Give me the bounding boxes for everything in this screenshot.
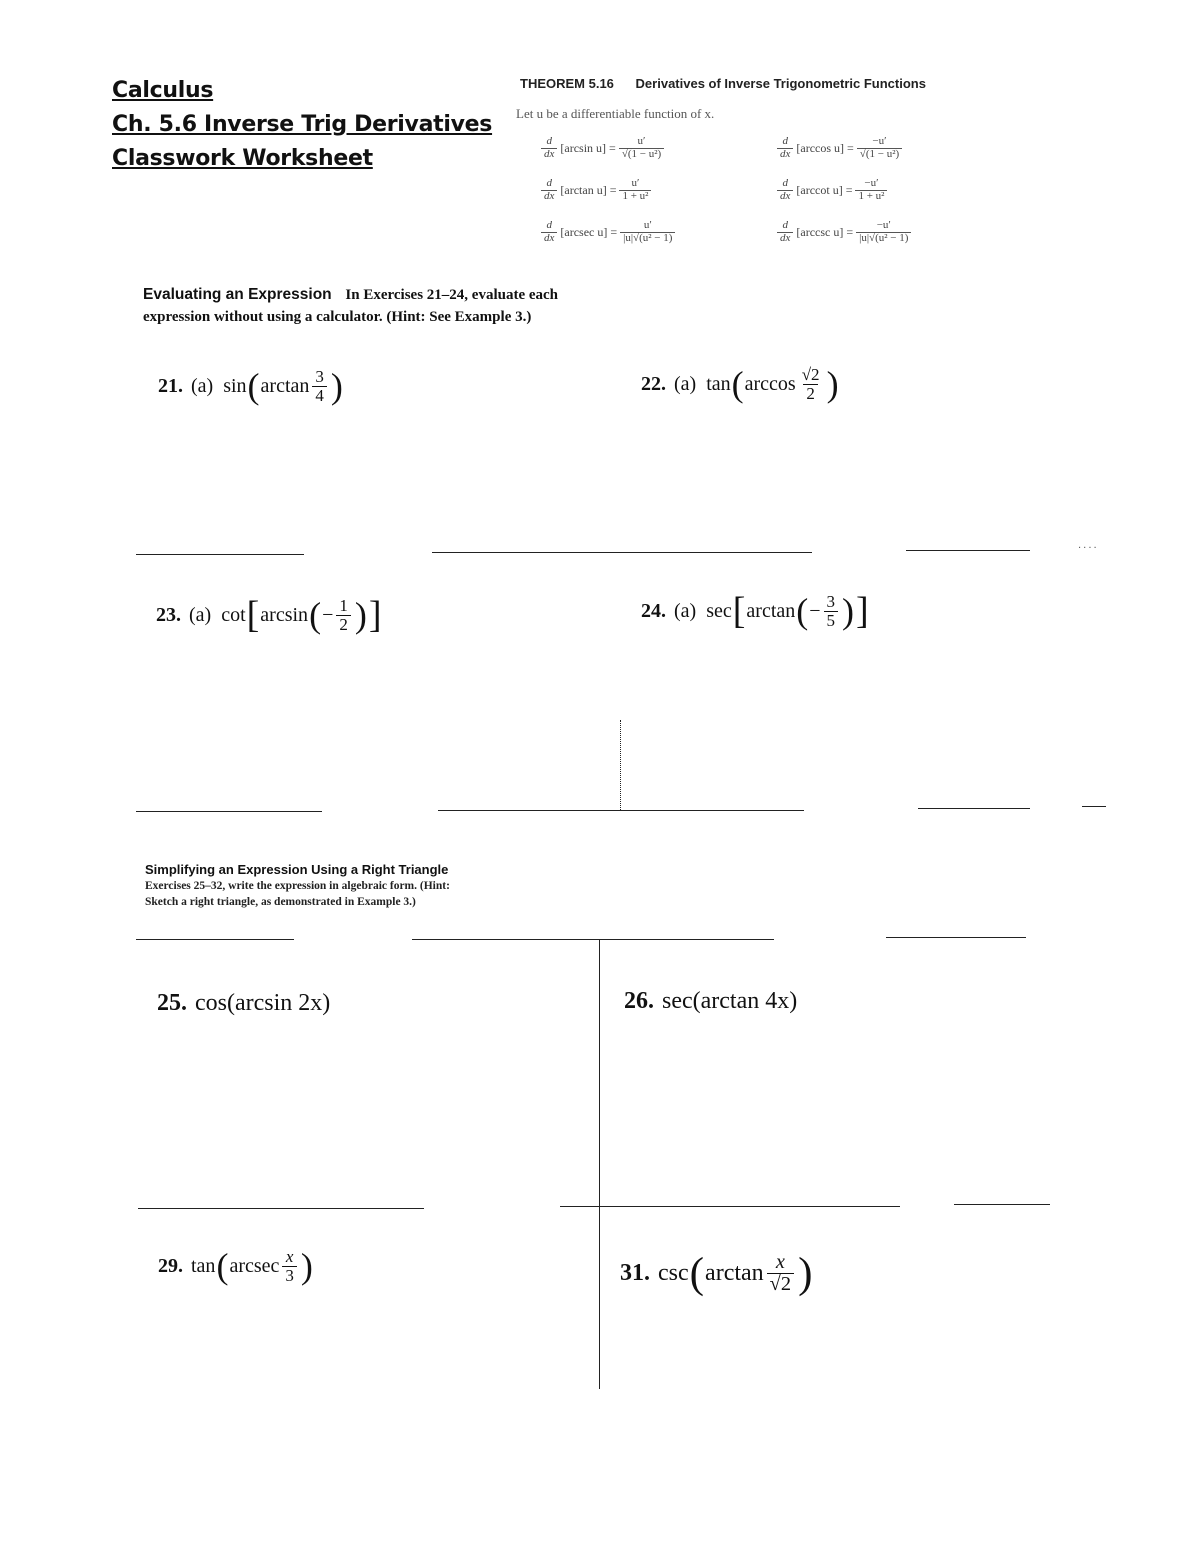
divider-line (432, 552, 812, 553)
worksheet-type-title: Classwork Worksheet (112, 146, 373, 171)
formula-arcsec: $\frac{d}{dx}$ [arcsec u] = $\frac{u'}{\text{|u|√(u² − 1)}}$ (538, 220, 678, 244)
exercise-26: 26. sec(arctan 4x) (624, 988, 798, 1014)
divider-line (138, 1208, 424, 1209)
exercise-31: 31. csc ( arctan $\frac{x}{√2}$ ) (620, 1250, 813, 1298)
divider-line (136, 939, 294, 940)
divider-line (918, 808, 1030, 809)
exercise-22: 22. (a) tan ( arccos $\frac{√2}{2}$ ) (641, 364, 839, 405)
section-simplifying-instructions-1: Exercises 25–32, write the expression in algebraic form. (Hint: (145, 880, 450, 892)
divider-line (560, 1206, 900, 1207)
theorem-name: Derivatives of Inverse Trigonometric Functions (635, 76, 926, 91)
divider-line (438, 810, 804, 811)
worksheet-chapter-title: Ch. 5.6 Inverse Trig Derivatives (112, 112, 493, 137)
exercise-24: 24. (a) sec [ arctan ( − $\frac{3}{5}$ ) ] (641, 590, 869, 632)
exercise-21: 21. (a) sin ( arctan $\frac{3}{4}$ ) (158, 366, 343, 407)
divider-line (1082, 806, 1106, 807)
formula-arccot: $\frac{d}{dx}$ [arccot u] = $\frac{-u'}{\text{1 + u²}}$ (774, 178, 890, 202)
theorem-label: THEOREM 5.16 (520, 76, 614, 91)
theorem-heading (520, 76, 926, 91)
divider-line (906, 550, 1030, 551)
divider-line (412, 939, 774, 940)
section-evaluating-title: Evaluating an Expression (143, 286, 332, 303)
exercise-25: 25. cos(arcsin 2x) (157, 990, 331, 1016)
worksheet-course-title: Calculus (112, 78, 214, 103)
exercise-29: 29. tan ( arcsec $\frac{x}{3}$ ) (158, 1246, 313, 1287)
section-evaluating-instructions-1: In Exercises 21–24, evaluate each (345, 287, 559, 303)
divider-vertical (599, 939, 600, 1389)
divider-line (136, 554, 304, 555)
theorem-intro: Let u be a differentiable function of x. (516, 106, 715, 121)
formula-arctan: $\frac{d}{dx}$ [arctan u] = $\frac{u'}{\text{1 + u²}}$ (538, 178, 654, 202)
formula-arccsc: $\frac{d}{dx}$ [arccsc u] = $\frac{-u'}{\text{|u|√(u² − 1)}}$ (774, 220, 914, 244)
section-simplifying-instructions-2: Sketch a right triangle, as demonstrated in Example 3.) (145, 896, 416, 908)
divider-dots: .... (1078, 540, 1099, 551)
divider-vertical (620, 720, 621, 810)
divider-line (954, 1204, 1050, 1205)
section-evaluating-heading (143, 286, 558, 304)
section-evaluating-instructions-2: expression without using a calculator. (Hint: See Example 3.) (143, 309, 532, 325)
section-simplifying-title: Simplifying an Expression Using a Right Triangle (145, 862, 449, 877)
divider-line (136, 811, 322, 812)
formula-arcsin: $\frac{d}{dx}$ [arcsin u] = $\frac{u'}{\text{√(1 − u²)}}$ (538, 136, 667, 160)
exercise-23: 23. (a) cot [ arcsin ( − $\frac{1}{2}$ ) ] (156, 594, 382, 636)
formula-arccos: $\frac{d}{dx}$ [arccos u] = $\frac{-u'}{\text{√(1 − u²)}}$ (774, 136, 905, 160)
divider-line (886, 937, 1026, 938)
